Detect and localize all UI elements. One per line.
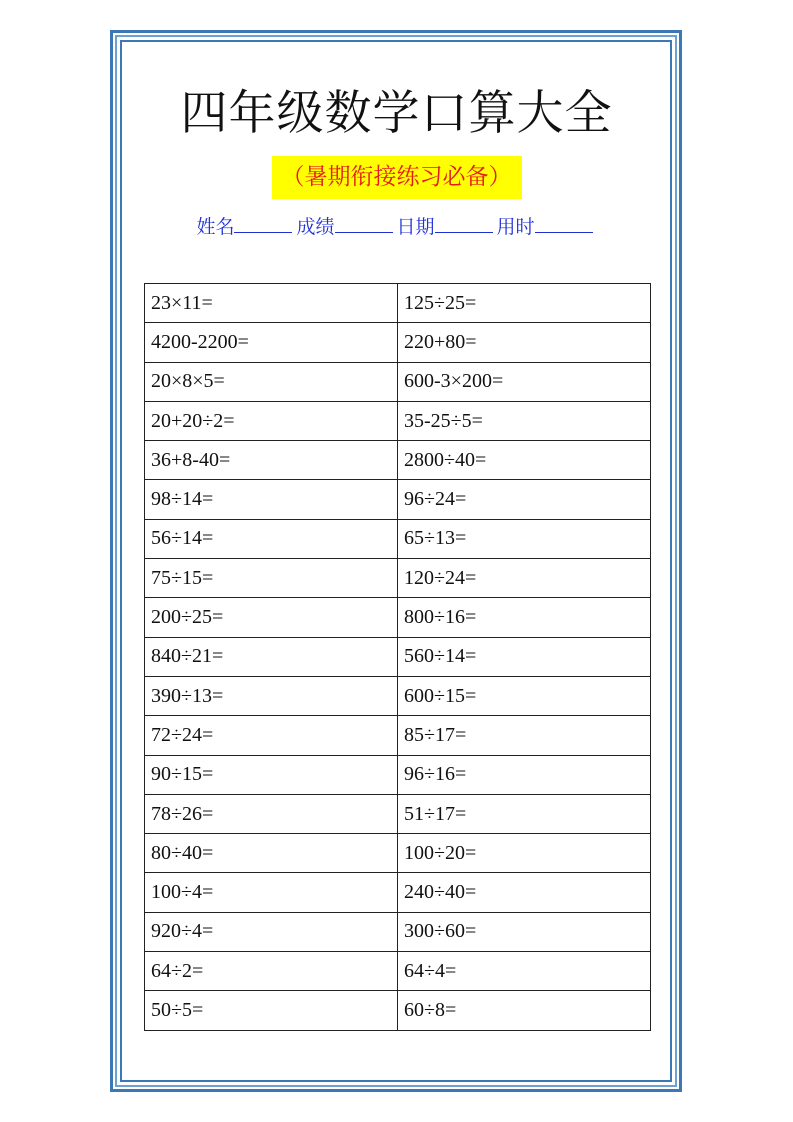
problem-cell-right[interactable]: 96÷24= xyxy=(398,480,651,519)
problem-cell-right[interactable]: 100÷20= xyxy=(398,834,651,873)
time-used-blank[interactable] xyxy=(535,212,593,233)
problem-cell-right[interactable]: 96÷16= xyxy=(398,755,651,794)
problem-cell-right[interactable]: 300÷60= xyxy=(398,912,651,951)
problem-cell-left[interactable]: 200÷25= xyxy=(145,598,398,637)
problem-cell-right[interactable]: 800÷16= xyxy=(398,598,651,637)
table-row xyxy=(145,676,651,715)
problem-cell-left[interactable]: 50÷5= xyxy=(145,991,398,1030)
time-used-label: 用时 xyxy=(496,216,535,238)
problem-cell-right[interactable]: 560÷14= xyxy=(398,637,651,676)
problem-cell-right[interactable]: 65÷13= xyxy=(398,519,651,558)
problem-cell-left[interactable]: 78÷26= xyxy=(145,794,398,833)
problem-cell-left[interactable]: 56÷14= xyxy=(145,519,398,558)
problem-cell-right[interactable]: 60÷8= xyxy=(398,991,651,1030)
problem-cell-left[interactable]: 840÷21= xyxy=(145,637,398,676)
problem-cell-left[interactable]: 72÷24= xyxy=(145,716,398,755)
problem-cell-right[interactable]: 64÷4= xyxy=(398,952,651,991)
problem-cell-right[interactable]: 120÷24= xyxy=(398,559,651,598)
table-row xyxy=(145,991,651,1030)
problem-cell-right[interactable]: 600÷15= xyxy=(398,676,651,715)
table-row xyxy=(145,559,651,598)
table-row xyxy=(145,834,651,873)
student-info-line xyxy=(0,212,793,242)
score-label: 成绩 xyxy=(296,216,335,238)
problem-cell-left[interactable]: 98÷14= xyxy=(145,480,398,519)
table-row xyxy=(145,401,651,440)
problem-cell-left[interactable]: 75÷15= xyxy=(145,559,398,598)
problem-cell-right[interactable]: 51÷17= xyxy=(398,794,651,833)
problem-cell-right[interactable]: 220+80= xyxy=(398,323,651,362)
table-row xyxy=(145,441,651,480)
table-row xyxy=(145,716,651,755)
problem-cell-left[interactable]: 390÷13= xyxy=(145,676,398,715)
problem-cell-left[interactable]: 100÷4= xyxy=(145,873,398,912)
name-blank[interactable] xyxy=(234,212,292,233)
date-label: 日期 xyxy=(396,216,435,238)
problem-cell-left[interactable]: 80÷40= xyxy=(145,834,398,873)
table-row xyxy=(145,755,651,794)
problem-cell-right[interactable]: 600-3×200= xyxy=(398,362,651,401)
table-row xyxy=(145,480,651,519)
date-blank[interactable] xyxy=(435,212,493,233)
problem-cell-left[interactable]: 920÷4= xyxy=(145,912,398,951)
problem-cell-right[interactable]: 85÷17= xyxy=(398,716,651,755)
table-row xyxy=(145,873,651,912)
subtitle-container xyxy=(0,156,793,199)
problem-cell-right[interactable]: 240÷40= xyxy=(398,873,651,912)
table-row xyxy=(145,284,651,323)
page-title: 四年级数学口算大全 xyxy=(180,86,613,141)
page-subtitle: （暑期衔接练习必备） xyxy=(272,156,522,199)
table-row xyxy=(145,952,651,991)
table-row xyxy=(145,637,651,676)
problem-cell-left[interactable]: 36+8-40= xyxy=(145,441,398,480)
score-blank[interactable] xyxy=(335,212,393,233)
table-row xyxy=(145,362,651,401)
problems-table xyxy=(144,283,651,1031)
problem-cell-left[interactable]: 23×11= xyxy=(145,284,398,323)
problems-table-body xyxy=(145,284,651,1031)
problem-cell-right[interactable]: 35-25÷5= xyxy=(398,401,651,440)
table-row xyxy=(145,519,651,558)
problem-cell-right[interactable]: 125÷25= xyxy=(398,284,651,323)
problem-cell-left[interactable]: 90÷15= xyxy=(145,755,398,794)
table-row xyxy=(145,598,651,637)
table-row xyxy=(145,323,651,362)
name-label: 姓名 xyxy=(196,216,235,238)
problem-cell-left[interactable]: 4200-2200= xyxy=(145,323,398,362)
table-row xyxy=(145,912,651,951)
problem-cell-left[interactable]: 64÷2= xyxy=(145,952,398,991)
problem-cell-left[interactable]: 20×8×5= xyxy=(145,362,398,401)
table-row xyxy=(145,794,651,833)
problem-cell-right[interactable]: 2800÷40= xyxy=(398,441,651,480)
problem-cell-left[interactable]: 20+20÷2= xyxy=(145,401,398,440)
